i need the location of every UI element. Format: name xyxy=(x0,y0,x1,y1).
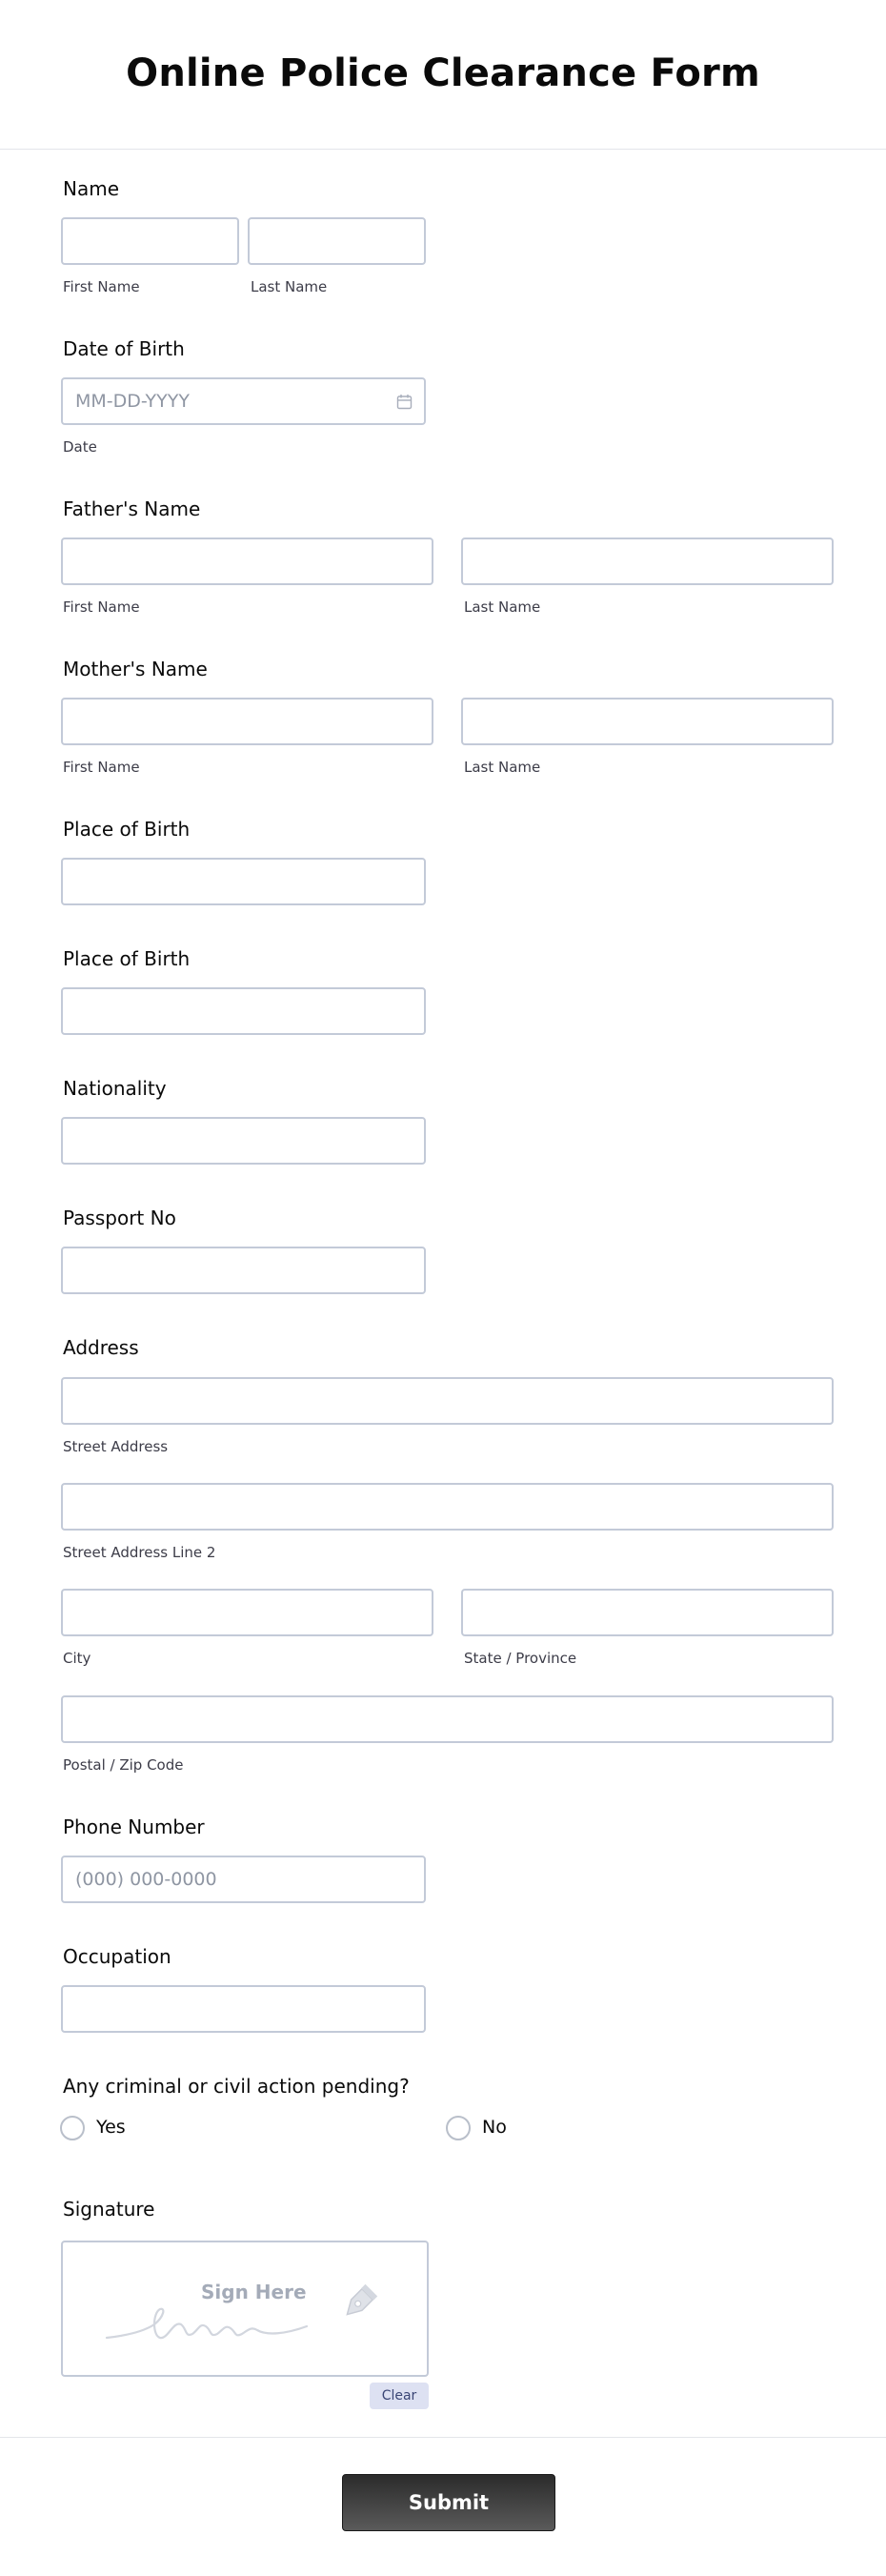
dob-input[interactable] xyxy=(61,377,426,425)
mother-last-input[interactable] xyxy=(461,698,834,745)
name-last-sublabel: Last Name xyxy=(251,278,328,295)
pen-nib-icon xyxy=(335,2282,379,2326)
clear-signature-button[interactable]: Clear xyxy=(370,2383,429,2409)
nationality-input[interactable] xyxy=(61,1117,426,1165)
calendar-icon[interactable] xyxy=(396,394,413,410)
radio-yes[interactable] xyxy=(60,2116,85,2140)
name-label: Name xyxy=(63,177,120,200)
state-sublabel: State / Province xyxy=(464,1650,577,1667)
name-last-input[interactable] xyxy=(248,217,426,265)
father-last-sublabel: Last Name xyxy=(464,598,541,616)
nationality-label: Nationality xyxy=(63,1077,167,1100)
criminal-action-label: Any criminal or civil action pending? xyxy=(63,2075,410,2098)
city-input[interactable] xyxy=(61,1589,433,1636)
dob-label: Date of Birth xyxy=(63,337,185,360)
postal-code-input[interactable] xyxy=(61,1695,834,1743)
place-of-birth-label: Place of Birth xyxy=(63,818,191,841)
radio-no-label[interactable]: No xyxy=(482,2117,507,2138)
dob-sublabel: Date xyxy=(63,438,97,456)
phone-placeholder: (000) 000-0000 xyxy=(75,1869,217,1890)
sign-here-text: Sign Here xyxy=(201,2281,307,2303)
signature-scribble-icon xyxy=(105,2290,352,2347)
street-address-line2-sublabel: Street Address Line 2 xyxy=(63,1544,216,1561)
occupation-label: Occupation xyxy=(63,1945,171,1968)
passport-label: Passport No xyxy=(63,1207,176,1229)
mother-label: Mother's Name xyxy=(63,658,208,680)
mother-last-sublabel: Last Name xyxy=(464,759,541,776)
phone-label: Phone Number xyxy=(63,1815,205,1838)
father-first-input[interactable] xyxy=(61,538,433,585)
street-address-line2-input[interactable] xyxy=(61,1483,834,1531)
place-of-birth-input[interactable] xyxy=(61,858,426,905)
form-title: Online Police Clearance Form xyxy=(126,51,760,95)
place-of-birth-2-label: Place of Birth xyxy=(63,947,191,970)
address-label: Address xyxy=(63,1336,139,1359)
signature-label: Signature xyxy=(63,2198,155,2221)
street-address-input[interactable] xyxy=(61,1377,834,1425)
radio-yes-label[interactable]: Yes xyxy=(96,2117,126,2138)
dob-placeholder: MM-DD-YYYY xyxy=(75,391,190,412)
submit-button[interactable]: Submit xyxy=(342,2474,555,2531)
passport-input[interactable] xyxy=(61,1247,426,1294)
form-header xyxy=(0,0,886,150)
city-sublabel: City xyxy=(63,1650,91,1667)
state-input[interactable] xyxy=(461,1589,834,1636)
signature-pad[interactable] xyxy=(61,2241,429,2377)
mother-first-sublabel: First Name xyxy=(63,759,140,776)
mother-first-input[interactable] xyxy=(61,698,433,745)
father-label: Father's Name xyxy=(63,497,201,520)
name-first-sublabel: First Name xyxy=(63,278,140,295)
name-first-input[interactable] xyxy=(61,217,239,265)
street-address-sublabel: Street Address xyxy=(63,1438,169,1455)
father-last-input[interactable] xyxy=(461,538,834,585)
phone-input[interactable] xyxy=(61,1856,426,1903)
father-first-sublabel: First Name xyxy=(63,598,140,616)
radio-no[interactable] xyxy=(446,2116,471,2140)
place-of-birth-2-input[interactable] xyxy=(61,987,426,1035)
postal-code-sublabel: Postal / Zip Code xyxy=(63,1756,184,1774)
occupation-input[interactable] xyxy=(61,1985,426,2033)
